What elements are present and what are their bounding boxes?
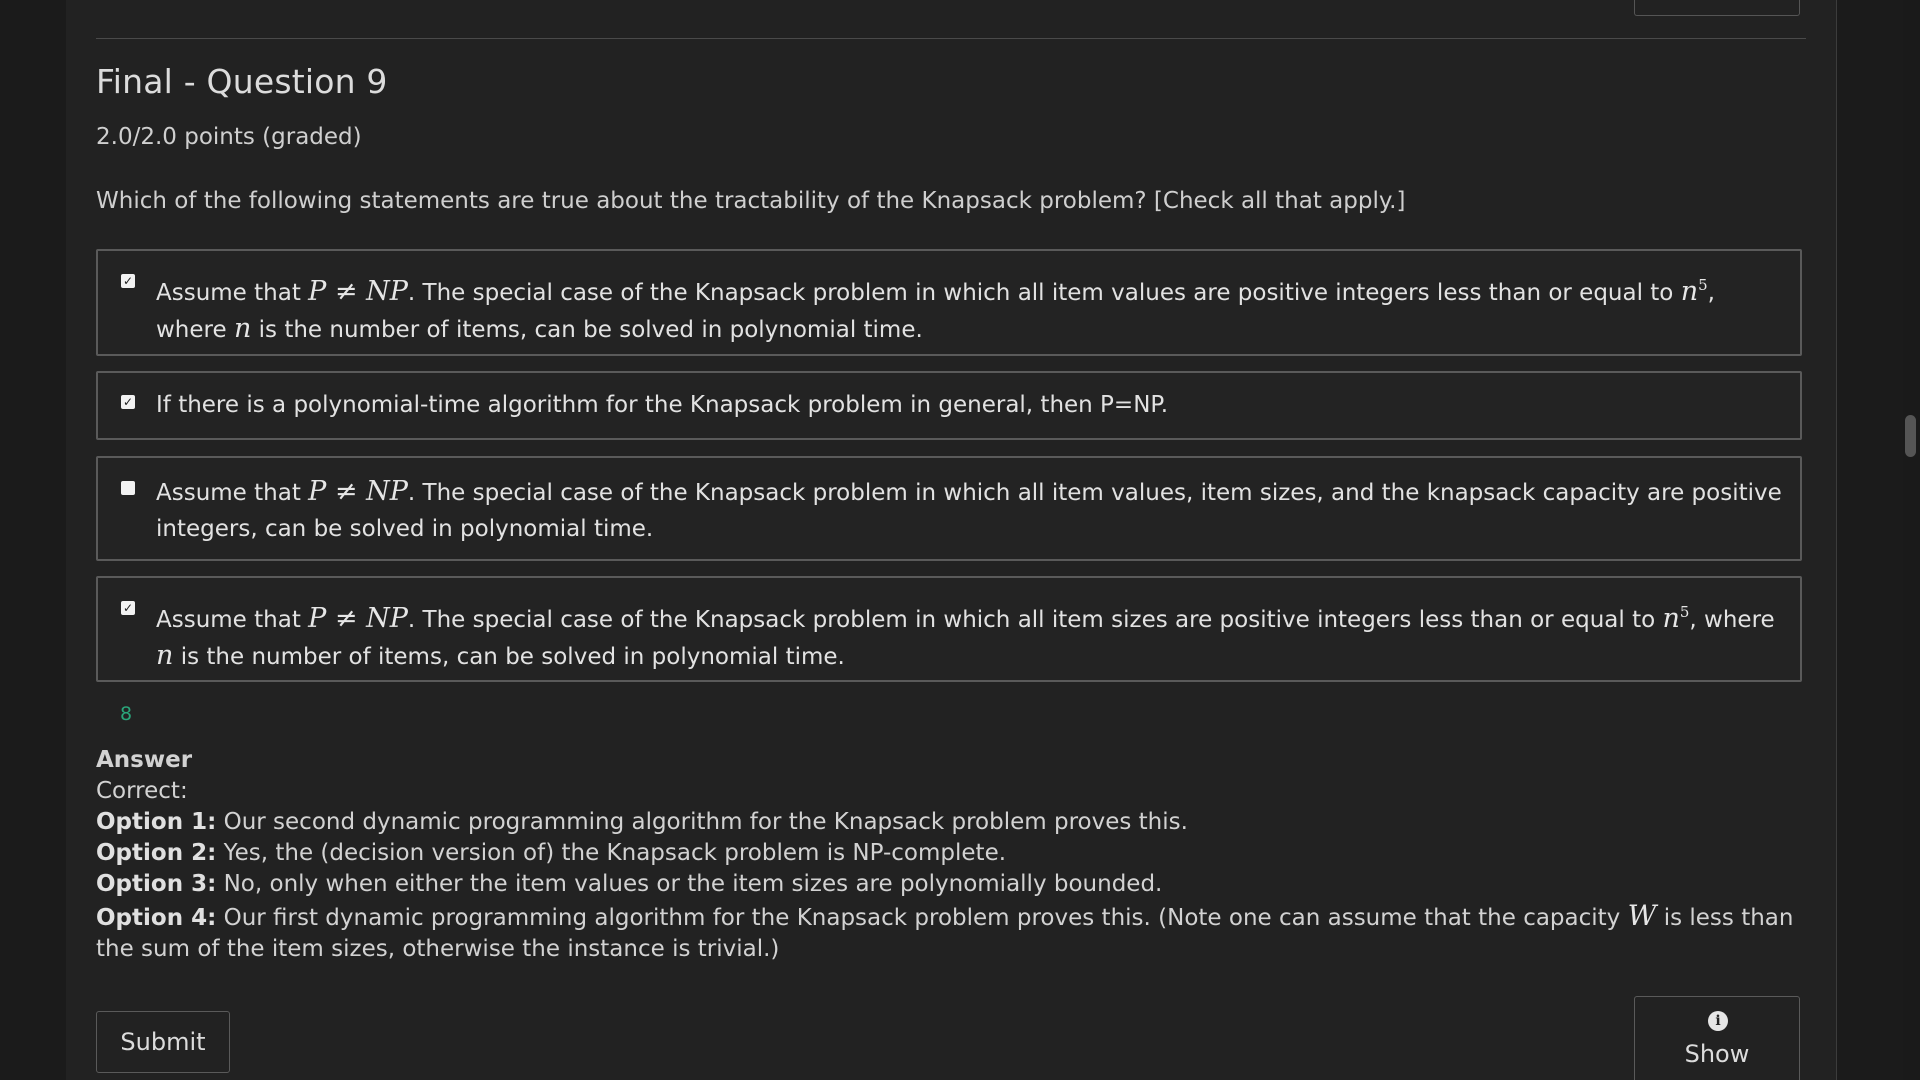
math-n-power-5: $n^5$ [1680, 276, 1708, 307]
scrollbar-thumb[interactable] [1905, 415, 1916, 457]
right-gutter [1837, 0, 1903, 1080]
show-answer-button[interactable] [1634, 996, 1800, 1080]
scrollbar-track[interactable] [1903, 0, 1920, 1080]
choice-option-2-label: If there is a polynomial-time algorithm for the Knapsack problem in general, then P=NP. [156, 392, 1168, 418]
checkbox-checked-icon[interactable]: ✓ [122, 395, 134, 409]
math-n: n [233, 313, 252, 344]
left-gutter [0, 0, 67, 1080]
math-n: n [156, 640, 174, 671]
question-prompt: Which of the following statements are true about the tractability of the Knapsack problem? [Check all that apply.] [96, 188, 1406, 214]
checkbox-checked-icon[interactable]: ✓ [122, 274, 134, 288]
math-n-power-5: $n^5$ [1662, 603, 1690, 634]
question-title: Final - Question 9 [96, 62, 388, 101]
answer-row-2: Option 2: Yes, the (decision version of) the Knapsack problem is NP-complete. [96, 840, 1007, 866]
info-circle-icon: i [1708, 1011, 1728, 1031]
choice-option-2[interactable] [96, 371, 1802, 440]
answer-explanation [96, 745, 1806, 965]
choice-option-1-label: Assume that P ≠ NP. The special case of the Knapsack problem in which all item values are positive integers less than or equal to $n^5$, where n is the number of items, can be solved in polynomial time. [156, 276, 1715, 344]
answer-heading: Answer [96, 747, 193, 773]
submit-button[interactable]: Submit [96, 1011, 230, 1073]
choice-option-1[interactable] [96, 249, 1802, 356]
math-p-ne-np: P ≠ NP [308, 276, 408, 307]
points-status: 2.0/2.0 points (graded) [96, 124, 362, 150]
score-indicator: 8 [120, 703, 133, 725]
choice-option-4-label: Assume that P ≠ NP. The special case of the Knapsack problem in which all item sizes are positive integers less than or equal to $n^5$, where n is the number of items, can be solved in polynomial time. [156, 603, 1775, 671]
checkbox-unchecked-icon[interactable] [121, 481, 135, 495]
answer-row-4: Option 4: Our first dynamic programming algorithm for the Knapsack problem proves this. (Note one can assume that the capacity W is less than the sum of the item sizes, otherwise the instance is trivial.) [96, 899, 1794, 962]
checkbox-checked-icon[interactable]: ✓ [122, 601, 134, 615]
answer-row-1: Option 1: Our second dynamic programming algorithm for the Knapsack problem proves this. [96, 809, 1188, 835]
divider [96, 38, 1806, 39]
math-W: W [1627, 899, 1657, 932]
math-p-ne-np: P ≠ NP [308, 603, 408, 634]
answer-row-3: Option 3: No, only when either the item values or the item sizes are polynomially bounded. [96, 871, 1163, 897]
choice-option-3[interactable] [96, 456, 1802, 561]
choice-option-3-label: Assume that P ≠ NP. The special case of the Knapsack problem in which all item values, item sizes, and the knapsack capacity are positive integers, can be solved in polynomial time. [156, 476, 1782, 542]
answer-correct-label: Correct: [96, 778, 188, 804]
math-p-ne-np: P ≠ NP [308, 476, 408, 507]
show-answer-label: Show [1684, 1040, 1750, 1068]
choice-option-4[interactable] [96, 576, 1802, 682]
previous-show-button-edge[interactable] [1634, 0, 1800, 16]
